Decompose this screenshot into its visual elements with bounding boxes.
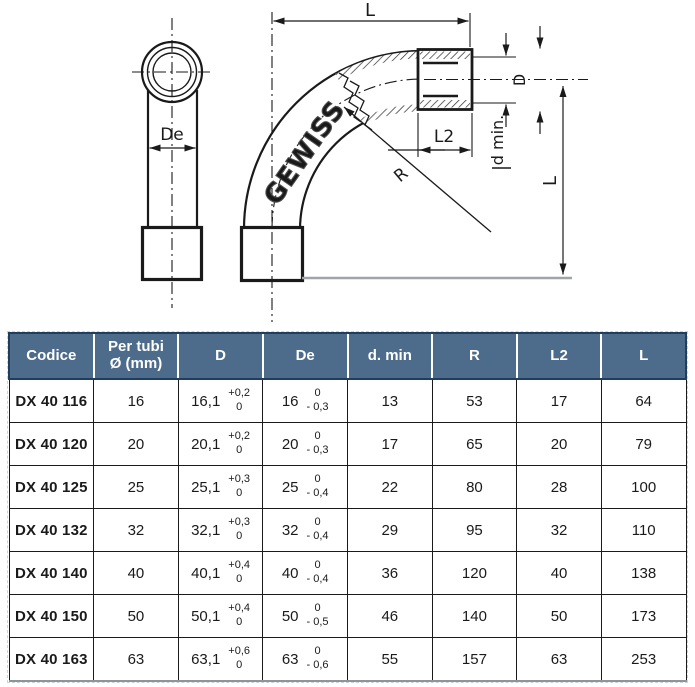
header-per-tubi: Per tubi Ø (mm) (94, 333, 179, 379)
header-l2: L2 (517, 333, 602, 379)
cell-l2: 40 (517, 552, 602, 595)
cell-codice: DX 40 120 (9, 423, 94, 466)
cell-per-tubi: 40 (94, 552, 179, 595)
d-value: 25,1 (191, 478, 221, 496)
cell-de (263, 552, 348, 595)
cell-l: 253 (601, 638, 686, 682)
bend-inner-hatch (362, 108, 418, 122)
cell-de (263, 595, 348, 638)
cell-r: 65 (432, 423, 517, 466)
table-row (9, 595, 686, 638)
cell-de (263, 423, 348, 466)
cell-de (263, 466, 348, 509)
dimensions-table-wrapper (7, 331, 688, 683)
cell-d-min: 22 (348, 466, 433, 509)
cell-d-min: 13 (348, 379, 433, 423)
cell-l2: 63 (517, 638, 602, 682)
cell-r: 95 (432, 509, 517, 552)
de-value: 32 (281, 521, 299, 539)
cell-d (178, 509, 263, 552)
cell-d-min: 17 (348, 423, 433, 466)
cell-codice: DX 40 125 (9, 466, 94, 509)
cell-r: 80 (432, 466, 517, 509)
d-value: 40,1 (191, 564, 221, 582)
cell-d-min: 29 (348, 509, 433, 552)
cell-d (178, 466, 263, 509)
de-value: 63 (281, 650, 299, 668)
de-tolerance: 0 - 0,3 (306, 387, 329, 413)
gewiss-watermark: GEWISS (258, 95, 352, 211)
table-row (9, 552, 686, 595)
table-row (9, 638, 686, 682)
d-value: 20,1 (191, 435, 221, 453)
de-tolerance: 0 - 0,4 (306, 516, 329, 542)
cell-de (263, 379, 348, 423)
de-tolerance: 0 - 0,4 (306, 473, 329, 499)
d-value: 16,1 (191, 392, 221, 410)
cell-d-min: 55 (348, 638, 433, 682)
de-tolerance: 0 - 0,6 (306, 645, 329, 671)
d-tolerance: +0,2 0 (228, 430, 251, 456)
header-d: D (178, 333, 263, 379)
d-tolerance: +0,4 0 (228, 602, 251, 628)
d-tolerance: +0,2 0 (228, 387, 251, 413)
d-value: 63,1 (191, 650, 221, 668)
cell-l: 100 (601, 466, 686, 509)
dim-label-l2: L2 (433, 127, 455, 147)
cell-codice: DX 40 140 (9, 552, 94, 595)
cell-d (178, 552, 263, 595)
de-tolerance: 0 - 0,5 (306, 602, 329, 628)
table-row (9, 379, 686, 423)
header-d-min: d. min (348, 333, 433, 379)
cell-codice: DX 40 116 (9, 379, 94, 423)
dim-label-l-side: L (540, 175, 561, 187)
cell-r: 120 (432, 552, 517, 595)
cell-per-tubi: 50 (94, 595, 179, 638)
cell-l: 138 (601, 552, 686, 595)
cell-per-tubi: 63 (94, 638, 179, 682)
thread-socket-hatch-top (420, 52, 470, 60)
d-tolerance: +0,6 0 (228, 645, 251, 671)
d-tolerance: +0,3 0 (228, 473, 251, 499)
cell-r: 140 (432, 595, 517, 638)
cell-d (178, 379, 263, 423)
cell-d (178, 423, 263, 466)
dimensions-table (8, 332, 687, 682)
cell-d (178, 595, 263, 638)
de-tolerance: 0 - 0,4 (306, 559, 329, 585)
cell-per-tubi: 32 (94, 509, 179, 552)
dim-label-de: De (160, 125, 184, 145)
cell-l2: 20 (517, 423, 602, 466)
de-value: 20 (281, 435, 299, 453)
cell-per-tubi: 16 (94, 379, 179, 423)
d-tolerance: +0,4 0 (228, 559, 251, 585)
cell-l2: 50 (517, 595, 602, 638)
d-value: 50,1 (191, 607, 221, 625)
header-r: R (432, 333, 517, 379)
technical-drawing (0, 0, 695, 331)
cell-l: 79 (601, 423, 686, 466)
thread-socket-hatch-bottom (420, 100, 470, 108)
cell-l2: 17 (517, 379, 602, 423)
de-value: 40 (281, 564, 299, 582)
cell-per-tubi: 25 (94, 466, 179, 509)
cell-l: 173 (601, 595, 686, 638)
table-row (9, 509, 686, 552)
cell-de (263, 509, 348, 552)
cell-l: 64 (601, 379, 686, 423)
cell-d-min: 46 (348, 595, 433, 638)
cell-l: 110 (601, 509, 686, 552)
cell-d (178, 638, 263, 682)
de-tolerance: 0 - 0,3 (306, 430, 329, 456)
cell-codice: DX 40 150 (9, 595, 94, 638)
table-row (9, 423, 686, 466)
dim-label-r: R (390, 163, 413, 187)
cell-l2: 28 (517, 466, 602, 509)
de-value: 16 (281, 392, 299, 410)
dim-label-l-top: L (364, 0, 376, 21)
d-tolerance: +0,3 0 (228, 516, 251, 542)
cell-d-min: 36 (348, 552, 433, 595)
de-value: 50 (281, 607, 299, 625)
header-l: L (601, 333, 686, 379)
header-codice: Codice (9, 333, 94, 379)
dim-label-d: D (510, 73, 529, 87)
front-view (132, 18, 212, 308)
header-de: De (263, 333, 348, 379)
table-header (9, 333, 686, 379)
cell-codice: DX 40 132 (9, 509, 94, 552)
de-value: 25 (281, 478, 299, 496)
cell-r: 157 (432, 638, 517, 682)
cell-codice: DX 40 163 (9, 638, 94, 682)
dim-label-d-min: d min. (488, 114, 507, 166)
cell-per-tubi: 20 (94, 423, 179, 466)
cell-r: 53 (432, 379, 517, 423)
table-row (9, 466, 686, 509)
d-value: 32,1 (191, 521, 221, 539)
cell-l2: 32 (517, 509, 602, 552)
cell-de (263, 638, 348, 682)
